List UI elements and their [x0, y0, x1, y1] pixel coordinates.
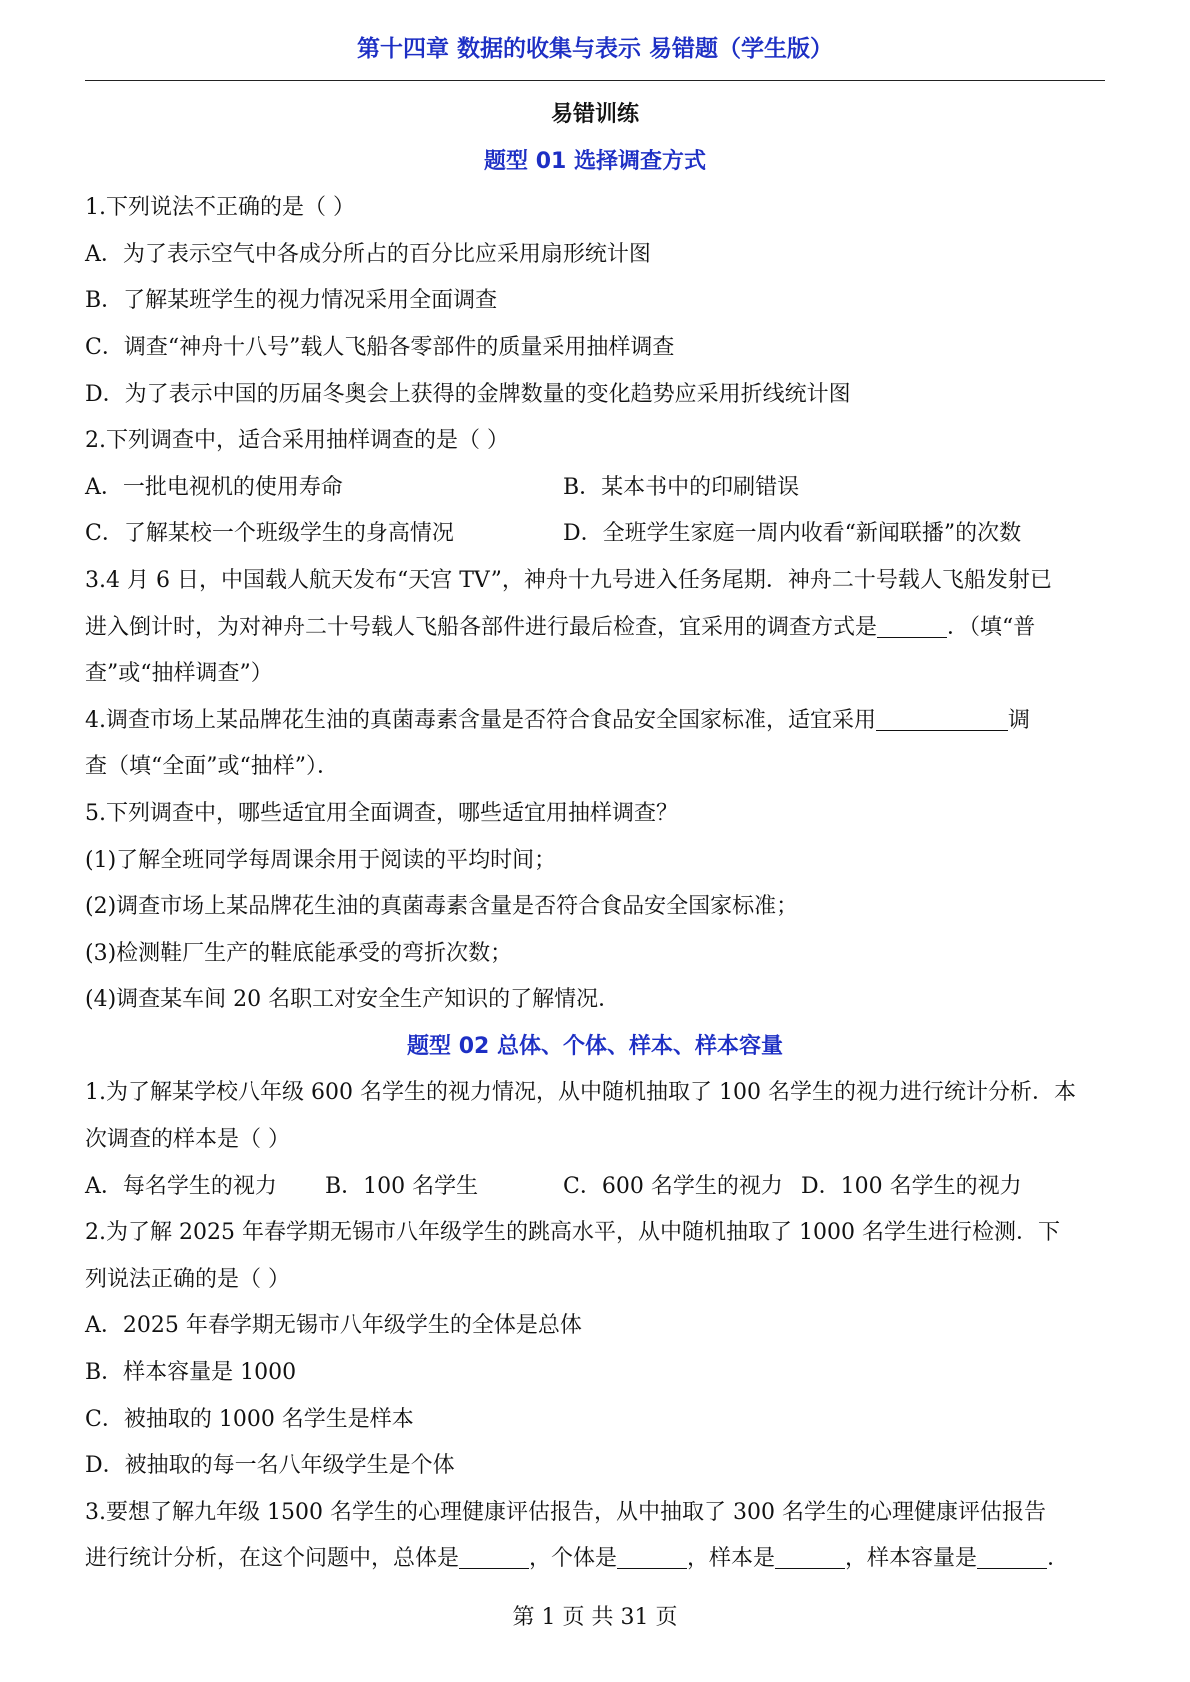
document-body [85, 92, 1105, 1583]
option-b: B．100 名学生 [325, 1173, 479, 1199]
option-a: A．每名学生的视力 [85, 1173, 277, 1199]
question-text: ，个体是 [529, 1546, 618, 1572]
answer-blank-sample[interactable] [775, 1546, 845, 1569]
training-title: 易错训练 [550, 102, 639, 127]
question-line: 查（填“全面”或“抽样”）． [85, 754, 339, 780]
question-text: 调 [1008, 707, 1031, 733]
option-a: A．2025 年春学期无锡市八年级学生的全体是总体 [85, 1313, 582, 1339]
question-text: 进行统计分析，在这个问题中，总体是 [85, 1546, 460, 1572]
question-text: ，样本是 [687, 1546, 776, 1572]
section-title-02: 题型 02 总体、个体、样本、样本容量 [407, 1033, 783, 1059]
option-c: C．了解某校一个班级学生的身高情况 [85, 521, 454, 547]
question-line: 3.4 月 6 日，中国载人航天发布“天宫 TV”，神舟十九号进入任务尾期．神舟二十号载人飞船发射已 [85, 567, 1052, 593]
sub-item: (3)检测鞋厂生产的鞋底能承受的弯折次数； [85, 940, 513, 966]
question-stem: 2.下列调查中，适合采用抽样调查的是（ ） [85, 428, 509, 454]
option-d: D．被抽取的每一名八年级学生是个体 [85, 1453, 455, 1479]
option-a: A．一批电视机的使用寿命 [85, 474, 343, 500]
question-line [85, 698, 1105, 745]
answer-blank-sample-size[interactable] [977, 1546, 1047, 1569]
question-text: 4.调查市场上某品牌花生油的真菌毒素含量是否符合食品安全国家标准，适宜采用 [85, 707, 876, 733]
question-line [85, 1536, 1105, 1583]
question-line: 次调查的样本是（ ） [85, 1127, 290, 1153]
sub-item: (2)调查市场上某品牌花生油的真菌毒素含量是否符合食品安全国家标准； [85, 894, 799, 920]
option-d: D．为了表示中国的历届冬奥会上获得的金牌数量的变化趋势应采用折线统计图 [85, 381, 851, 407]
answer-blank[interactable] [876, 708, 1008, 731]
question-line [85, 605, 1105, 652]
question-2-2 [85, 1210, 1105, 1490]
question-stem: 5.下列调查中，哪些适宜用全面调查，哪些适宜用抽样调查？ [85, 800, 678, 826]
sub-item: (4)调查某车间 20 名职工对安全生产知识的了解情况． [85, 987, 621, 1013]
option-c: C．600 名学生的视力 [563, 1173, 783, 1199]
option-b: B．样本容量是 1000 [85, 1360, 297, 1386]
section-title-01: 题型 01 选择调查方式 [484, 148, 706, 174]
question-line: 查”或“抽样调查”） [85, 661, 273, 687]
page-header-title: 第十四章 数据的收集与表示 易错题（学生版） [356, 36, 833, 62]
question-2-1 [85, 1070, 1105, 1210]
option-d: D．全班学生家庭一周内收看“新闻联播”的次数 [563, 521, 1022, 547]
question-stem: 1.下列说法不正确的是（ ） [85, 195, 355, 221]
option-d: D．100 名学生的视力 [801, 1173, 1022, 1199]
options-row [85, 465, 1105, 512]
question-1-4 [85, 698, 1105, 791]
question-1-1 [85, 185, 1105, 418]
option-b: B．某本书中的印刷错误 [563, 474, 800, 500]
sub-item: (1)了解全班同学每周课余用于阅读的平均时间； [85, 847, 557, 873]
question-1-2 [85, 418, 1105, 558]
option-a: A．为了表示空气中各成分所占的百分比应采用扇形统计图 [85, 241, 651, 267]
question-text: ．（填“普 [947, 614, 1036, 640]
question-text: ． [1047, 1546, 1070, 1572]
answer-blank-individual[interactable] [617, 1546, 687, 1569]
page-footer: 第 1 页 共 31 页 [512, 1605, 678, 1630]
header-divider [85, 80, 1105, 81]
question-2-3 [85, 1490, 1105, 1583]
question-text: 进入倒计时，为对神舟二十号载人飞船各部件进行最后检查，宜采用的调查方式是 [85, 614, 878, 640]
question-line: 1.为了解某学校八年级 600 名学生的视力情况，从中随机抽取了 100 名学生的视力进行统计分析．本 [85, 1080, 1076, 1106]
question-text: ，样本容量是 [845, 1546, 978, 1572]
question-line: 列说法正确的是（ ） [85, 1266, 290, 1292]
option-c: C．被抽取的 1000 名学生是样本 [85, 1406, 414, 1432]
option-b: B．了解某班学生的视力情况采用全面调查 [85, 288, 498, 314]
options-row [85, 1164, 1105, 1211]
option-c: C．调查“神舟十八号”载人飞船各零部件的质量采用抽样调查 [85, 334, 675, 360]
question-line: 3.要想了解九年级 1500 名学生的心理健康评估报告，从中抽取了 300 名学生的心理健康评估报告 [85, 1499, 1046, 1525]
options-row [85, 511, 1105, 558]
question-line: 2.为了解 2025 年春学期无锡市八年级学生的跳高水平，从中随机抽取了 1000 名学生进行检测．下 [85, 1220, 1060, 1246]
answer-blank[interactable] [877, 615, 947, 638]
answer-blank-population[interactable] [459, 1546, 529, 1569]
question-1-5 [85, 791, 1105, 1024]
question-1-3 [85, 558, 1105, 698]
